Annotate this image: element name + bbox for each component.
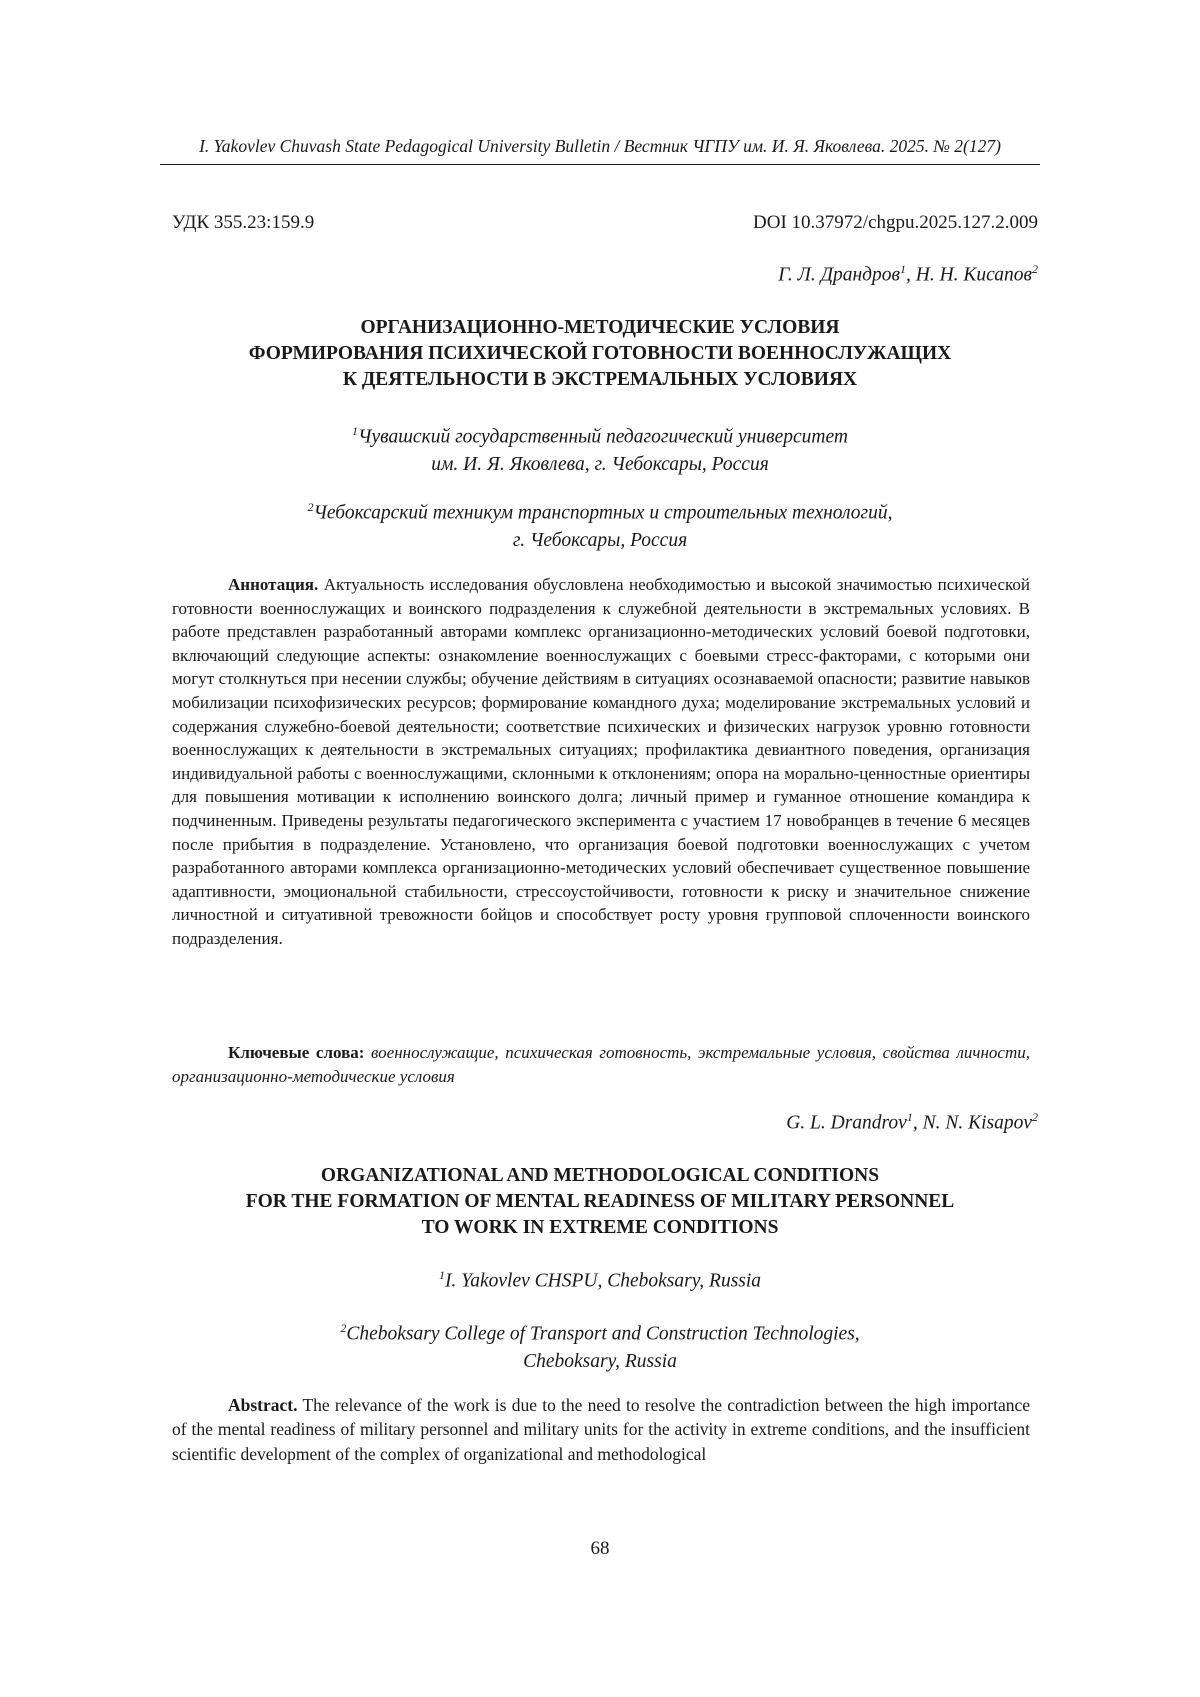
header-rule (160, 164, 1040, 165)
author-name: Г. Л. Драндров (778, 264, 901, 286)
author-name: G. L. Drandrov (786, 1112, 907, 1134)
affil-mark: 1 (352, 424, 359, 438)
affil-line: им. И. Я. Яковлева, г. Чебоксары, Россия (431, 453, 769, 475)
article-title-en (160, 1163, 1040, 1241)
affil-mark: 1 (438, 1268, 445, 1282)
author-name: Н. Н. Кисапов (915, 264, 1032, 286)
udk-code: УДК 355.23:159.9 (172, 212, 315, 233)
author-name: N. N. Kisapov (922, 1112, 1032, 1134)
doi: DOI 10.37972/chgpu.2025.127.2.009 (753, 212, 1038, 233)
affil-line: I. Yakovlev CHSPU, Cheboksary, Russia (444, 1270, 762, 1292)
abstract-label: Abstract. (228, 1395, 298, 1415)
author-separator: , (906, 264, 916, 286)
abstract-en (172, 1393, 1030, 1466)
running-head: I. Yakovlev Chuvash State Pedagogical University Bulletin / Вестник ЧГПУ им. И. Я. Яковлева. 2025. № 2(127) (199, 136, 1001, 156)
author-affil-mark: 1 (906, 1110, 913, 1124)
affil-line: Cheboksary, Russia (523, 1350, 677, 1372)
keywords-label: Ключевые слова: (228, 1043, 365, 1062)
affiliation-en-1 (160, 1262, 1040, 1295)
affil-mark: 2 (340, 1321, 347, 1335)
affil-line: Чувашский государственный педагогический университет (358, 426, 848, 448)
page-number: 68 (590, 1538, 610, 1559)
affil-line: Чебоксарский техникум транспортных и строительных технологий, (313, 502, 893, 524)
affil-mark: 2 (307, 500, 314, 514)
author-affil-mark: 1 (900, 262, 907, 276)
title-line: TO WORK IN EXTREME CONDITIONS (421, 1217, 779, 1238)
abstract-text: The relevance of the work is due to the need to resolve the contradiction between the high importance of the mental readiness of military personnel and military units for the activity in extreme conditions, and the insufficient scientific development of the complex of organizational and methodological (172, 1395, 1030, 1464)
author-affil-mark: 2 (1032, 1110, 1038, 1124)
affiliation-ru-2 (160, 494, 1040, 554)
title-line: К ДЕЯТЕЛЬНОСТИ В ЭКСТРЕМАЛЬНЫХ УСЛОВИЯХ (342, 369, 858, 390)
abstract-ru (172, 573, 1030, 951)
title-line: ОРГАНИЗАЦИОННО-МЕТОДИЧЕСКИЕ УСЛОВИЯ (360, 317, 840, 338)
author-affil-mark: 2 (1032, 262, 1038, 276)
title-line: FOR THE FORMATION OF MENTAL READINESS OF MILITARY PERSONNEL (245, 1191, 955, 1212)
title-line: ORGANIZATIONAL AND METHODOLOGICAL CONDITIONS (320, 1165, 880, 1186)
affil-line: г. Чебоксары, Россия (512, 529, 688, 551)
affiliation-en-2 (160, 1315, 1040, 1375)
abstract-text: Актуальность исследования обусловлена необходимостью и высокой значимостью психической готовности военнослужащих и воинского подразделения к служебной деятельности в экстремальных условиях. В работе представлен разработанный авторами комплекс организационно-методических условий боевой подготовки, включающий следующие аспекты: ознакомление военнослужащих с боевыми стресс-факторами, с которыми они могут столкнуться при несении службы; обучение действиям в ситуациях осознаваемой опасности; развитие навыков мобилизации психофизических ресурсов; формирование командного духа; моделирование экстремальных условий и содержания служебно-боевой деятельности; соответствие психических и физических нагрузок уровню готовности военнослужащих к деятельности в экстремальных ситуациях; профилактика девиантного поведения, организация индивидуальной работы с военнослужащими, склонными к отклонениям; опора на морально-ценностные ориентиры для повышения мотивации к исполнению воинского долга; личный пример и гуманное отношение командира к подчиненным. Приведены результаты педагогического эксперимента с участием 17 новобранцев в течение 6 месяцев после прибытия в подразделение. Установлено, что организация боевой подготовки военнослужащих с учетом разработанного авторами комплекса организационно-методических условий обеспечивает существенное повышение адаптивности, эмоциональной стабильности, стрессоустойчивости, готовности к риску и значительное снижение личностной и ситуативной тревожности бойцов и способствует росту уровня групповой сплоченности воинского подразделения. (172, 575, 1030, 948)
authors-ru (778, 262, 1038, 287)
author-separator: , (912, 1112, 923, 1134)
title-line: ФОРМИРОВАНИЯ ПСИХИЧЕСКОЙ ГОТОВНОСТИ ВОЕННОСЛУЖАЩИХ (248, 343, 952, 364)
affiliation-ru-1 (160, 418, 1040, 478)
authors-en (786, 1110, 1038, 1135)
keywords-ru (172, 1041, 1030, 1088)
article-title-ru (160, 315, 1040, 393)
affil-line: Cheboksary College of Transport and Construction Technologies, (346, 1323, 860, 1345)
keywords-list: военнослужащие, психическая готовность, экстремальные условия, свойства личности, организационно-методические условия (172, 1043, 1031, 1086)
abstract-label: Аннотация. (228, 575, 319, 594)
